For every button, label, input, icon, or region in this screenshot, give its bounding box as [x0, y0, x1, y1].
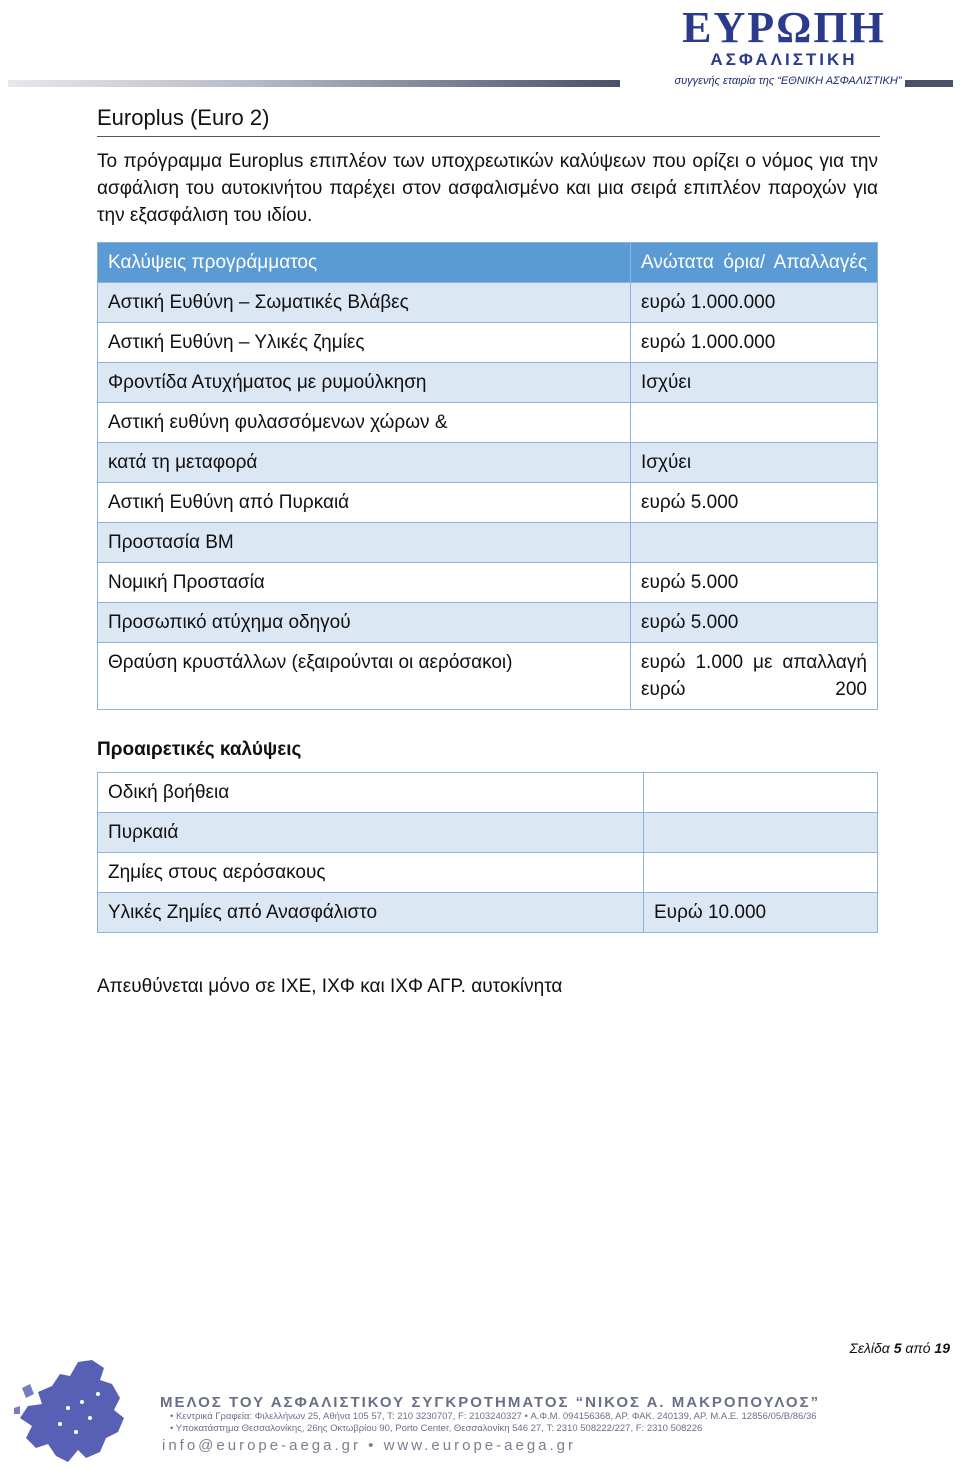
logo-tagline: συγγενής εταιρία της “ΕΘΝΙΚΗ ΑΣΦΑΛΙΣΤΙΚΗ”: [674, 75, 902, 87]
coverage-limit: Ισχύει: [631, 443, 878, 483]
page-title: Europlus (Euro 2): [97, 102, 880, 137]
header-cell-coverage: Καλύψεις προγράμματος: [98, 243, 631, 283]
coverage-name: Νομική Προστασία: [98, 563, 631, 603]
table-row: [98, 853, 878, 893]
table-row: [98, 283, 878, 323]
footer-address-branch: • Υποκατάστημα Θεσσαλονίκης, 26ης Οκτωβρίου 90, Porto Center, Θεσσαλονίκη 546 27, T: 2310 508222/227, F: 2310 508226: [170, 1423, 703, 1434]
footer-group-line: ΜΕΛΟΣ ΤΟΥ ΑΣΦΑΛΙΣΤΙΚΟΥ ΣΥΓΚΡΟΤΗΜΑΤΟΣ “ΝΙΚΟΣ Α. ΜΑΚΡΟΠΟΥΛΟΣ”: [160, 1394, 821, 1411]
europe-map-icon: [8, 1358, 138, 1466]
intro-paragraph: Το πρόγραμμα Europlus επιπλέον των υποχρεωτικών καλύψεων που ορίζει ο νόμος για την ασφάλιση του αυτοκινήτου παρέχει στον ασφαλισμένο και μια σειρά επιπλέον παροχών για την εξασφάλιση του ιδίου.: [97, 151, 878, 226]
coverage-limit: [631, 403, 878, 443]
table-row: [98, 603, 878, 643]
page-mid: από: [905, 1340, 931, 1356]
page-number: [849, 1340, 950, 1356]
coverage-name: κατά τη μεταφορά: [98, 443, 631, 483]
optional-name: Πυρκαιά: [98, 813, 644, 853]
europe-map-shape: [20, 1360, 124, 1462]
table-row: [98, 483, 878, 523]
header-divider: [8, 80, 620, 87]
coverage-name: Προσωπικό ατύχημα οδηγού: [98, 603, 631, 643]
page-total: 19: [934, 1340, 950, 1356]
vehicle-eligibility-note: Απευθύνεται μόνο σε ΙΧΕ, ΙΧΦ και ΙΧΦ ΑΓΡ. αυτοκίνητα: [97, 976, 563, 997]
coverage-table: [97, 242, 878, 710]
table-row: [98, 403, 878, 443]
table-row: [98, 443, 878, 483]
coverage-table-header: [98, 243, 878, 283]
footer-address-main: • Κεντρικά Γραφεία: Φιλελλήνων 25, Αθήνα 105 57, T: 210 3230707, F: 2103240327 • Α.Φ.Μ. 094156368, ΑΡ. ΦΑΚ. 240139, ΑΡ. Μ.Α.Ε. 12856/05/Β/86/36: [170, 1411, 817, 1422]
table-row: [98, 773, 878, 813]
footer-contact: [162, 1437, 576, 1454]
optional-name: Οδική βοήθεια: [98, 773, 644, 813]
logo-title: ΕΥΡΩΠΗ: [682, 3, 886, 52]
table-row: [98, 813, 878, 853]
optional-limit: Ευρώ 10.000: [644, 893, 878, 933]
table-row: [98, 523, 878, 563]
coverage-name: Θραύση κρυστάλλων (εξαιρούνται οι αερόσακοι): [98, 643, 631, 710]
coverage-limit: ευρώ 5.000: [631, 603, 878, 643]
page-current: 5: [893, 1340, 902, 1356]
coverage-limit: ευρώ 5.000: [631, 483, 878, 523]
coverage-limit: Ισχύει: [631, 363, 878, 403]
page-prefix: Σελίδα: [849, 1340, 890, 1356]
coverage-name: Αστική Ευθύνη – Υλικές ζημίες: [98, 323, 631, 363]
coverage-limit: ευρώ 1.000.000: [631, 283, 878, 323]
coverage-name: Φροντίδα Ατυχήματος με ρυμούλκηση: [98, 363, 631, 403]
coverage-name: Αστική Ευθύνη – Σωματικές Βλάβες: [98, 283, 631, 323]
coverage-name: Προστασία ΒΜ: [98, 523, 631, 563]
optional-name: Ζημίες στους αερόσακους: [98, 853, 644, 893]
coverage-limit: ευρώ 1.000.000: [631, 323, 878, 363]
table-row: [98, 363, 878, 403]
optional-limit: [644, 813, 878, 853]
coverage-limit: [631, 523, 878, 563]
table-row: [98, 643, 878, 710]
coverage-name: Αστική Ευθύνη από Πυρκαιά: [98, 483, 631, 523]
company-logo: [620, 4, 956, 92]
optional-coverage-table: [97, 772, 878, 933]
footer-website[interactable]: www.europe-aega.gr: [383, 1437, 577, 1454]
table-row: [98, 893, 878, 933]
logo-subtitle: ΑΣΦΑΛΙΣΤΙΚΗ: [710, 50, 858, 69]
optional-name: Υλικές Ζημίες από Ανασφάλιστο: [98, 893, 644, 933]
table-row: [98, 323, 878, 363]
optional-limit: [644, 853, 878, 893]
separator-bullet: •: [368, 1437, 384, 1454]
optional-coverages-heading: Προαιρετικές καλύψεις: [97, 739, 302, 760]
table-row: [98, 563, 878, 603]
coverage-limit: ευρώ 1.000 με απαλλαγή ευρώ 200: [631, 643, 878, 710]
header-divider-end: [905, 80, 953, 87]
coverage-name: Αστική ευθύνη φυλασσόμενων χώρων &: [98, 403, 631, 443]
header-cell-limits: Ανώτατα όρια/ Απαλλαγές: [631, 243, 878, 283]
coverage-limit: ευρώ 5.000: [631, 563, 878, 603]
footer-email[interactable]: info@europe-aega.gr: [162, 1437, 361, 1454]
optional-limit: [644, 773, 878, 813]
